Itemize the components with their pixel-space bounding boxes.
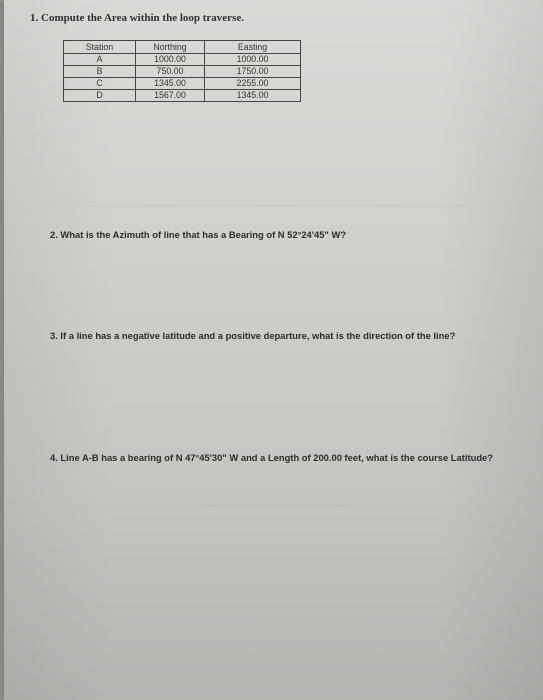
station-cell: A bbox=[64, 54, 136, 66]
easting-cell: 1345.00 bbox=[205, 90, 301, 102]
question-4: 4. Line A-B has a bearing of N 47°45'30" W and a Length of 200.00 feet, what is the course Latitude? bbox=[50, 452, 493, 463]
northing-cell: 1567.00 bbox=[136, 90, 205, 102]
question-3: 3. If a line has a negative latitude and a positive departure, what is the direction of the line? bbox=[50, 330, 456, 341]
table-header-row bbox=[64, 41, 301, 54]
easting-cell: 1000.00 bbox=[205, 54, 301, 66]
easting-cell: 1750.00 bbox=[205, 66, 301, 78]
header-station: Station bbox=[64, 41, 136, 54]
paper-crease bbox=[4, 205, 543, 206]
traverse-table bbox=[63, 40, 301, 102]
easting-cell: 2255.00 bbox=[205, 78, 301, 90]
table-row bbox=[64, 78, 301, 90]
question-2: 2. What is the Azimuth of line that has a Bearing of N 52°24'45" W? bbox=[50, 229, 347, 240]
table-row bbox=[64, 54, 301, 66]
paper-crease bbox=[4, 505, 543, 506]
worksheet-paper bbox=[4, 0, 543, 700]
station-cell: B bbox=[64, 66, 136, 78]
station-cell: C bbox=[64, 78, 136, 90]
question-1: 1. Compute the Area within the loop traverse. bbox=[30, 12, 244, 24]
northing-cell: 750.00 bbox=[136, 66, 205, 78]
northing-cell: 1345.00 bbox=[136, 78, 205, 90]
table-row bbox=[64, 90, 301, 102]
table-row bbox=[64, 66, 301, 78]
northing-cell: 1000.00 bbox=[136, 54, 205, 66]
header-easting: Easting bbox=[205, 41, 301, 54]
header-northing: Northing bbox=[136, 41, 205, 54]
station-cell: D bbox=[64, 90, 136, 102]
